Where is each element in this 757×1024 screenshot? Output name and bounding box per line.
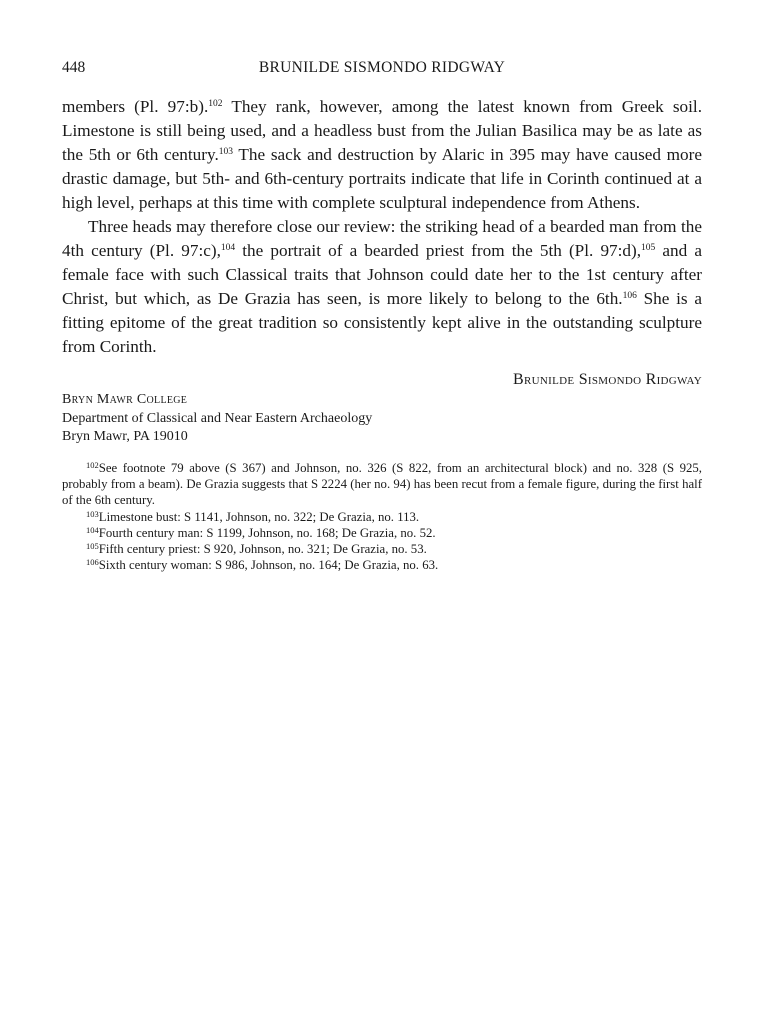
footnote	[62, 460, 702, 509]
text-span: The sack and destruction by Alaric in 395 may have caused more drastic damage, but 5th- and 6th-century portraits indicate that life in Corinth continued at a high level, perhaps at this time with complete sculptural independence from Athens.	[62, 145, 702, 212]
text-span: They rank, however, among the latest known from Greek soil. Limestone is still being used, and a headless bust from the Julian Basilica may be as late as the 5th or 6th century.	[62, 97, 702, 164]
affiliation-department: Department of Classical and Near Eastern Archaeology	[62, 410, 373, 426]
footnote-number: 104	[86, 524, 99, 535]
footnote-ref[interactable]: 105	[641, 243, 656, 253]
footnote-number: 105	[86, 541, 99, 552]
paragraph-1	[62, 95, 702, 215]
footnote-text: Limestone bust: S 1141, Johnson, no. 322; De Grazia, no. 113.	[98, 509, 420, 524]
footnote	[62, 541, 702, 557]
footnote-text: See footnote 79 above (S 367) and Johnson, no. 326 (S 822, from an architectural block) and no. 328 (S 925, probably from a beam). De Grazia suggests that S 2224 (her no. 94) has been recut from a female figure, during the first half of the 6th century.	[62, 461, 702, 508]
footnote	[62, 509, 702, 525]
footnote-text: Fourth century man: S 1199, Johnson, no. 168; De Grazia, no. 52.	[98, 525, 436, 540]
affiliation-college: Bryn Mawr College	[62, 392, 188, 407]
author-signature: Brunilde Sismondo Ridgway	[513, 371, 702, 388]
text-span: members (Pl. 97:b).	[62, 97, 209, 116]
footnote-ref[interactable]: 106	[622, 291, 637, 301]
running-title: BRUNILDE SISMONDO RIDGWAY	[258, 59, 506, 76]
text-span: She is a fitting epitome of the great tradition so consistently kept alive in the outstanding sculpture from Corinth.	[62, 289, 702, 356]
author-affiliation	[62, 391, 702, 447]
footnote-text: Sixth century woman: S 986, Johnson, no. 164; De Grazia, no. 63.	[98, 558, 439, 573]
footnote-number: 102	[86, 460, 99, 470]
footnote-ref[interactable]: 102	[208, 99, 223, 109]
footnote-number: 106	[86, 557, 99, 568]
page-number: 448	[62, 59, 86, 76]
text-span: the portrait of a bearded priest from the 5th (Pl. 97:d),	[235, 241, 642, 260]
paragraph-2	[62, 215, 702, 359]
footnote-ref[interactable]: 103	[218, 147, 234, 157]
body-text	[62, 95, 702, 359]
footnote	[62, 525, 702, 541]
text-span: Three heads may therefore close our review: the striking head of a bearded man from the 4th century (Pl. 97:c),	[62, 217, 702, 260]
footnotes	[62, 460, 702, 573]
affiliation-address: Bryn Mawr, PA 19010	[62, 429, 188, 444]
footnote-text: Fifth century priest: S 920, Johnson, no. 321; De Grazia, no. 53.	[98, 542, 427, 557]
footnote	[62, 557, 702, 573]
footnote-number: 103	[86, 508, 99, 519]
text-span: and a female face with such Classical traits that Johnson could date her to the 1st century after Christ, but which, as De Grazia has seen, is more likely to belong to the 6th.	[62, 241, 702, 308]
footnote-ref[interactable]: 104	[220, 243, 236, 253]
